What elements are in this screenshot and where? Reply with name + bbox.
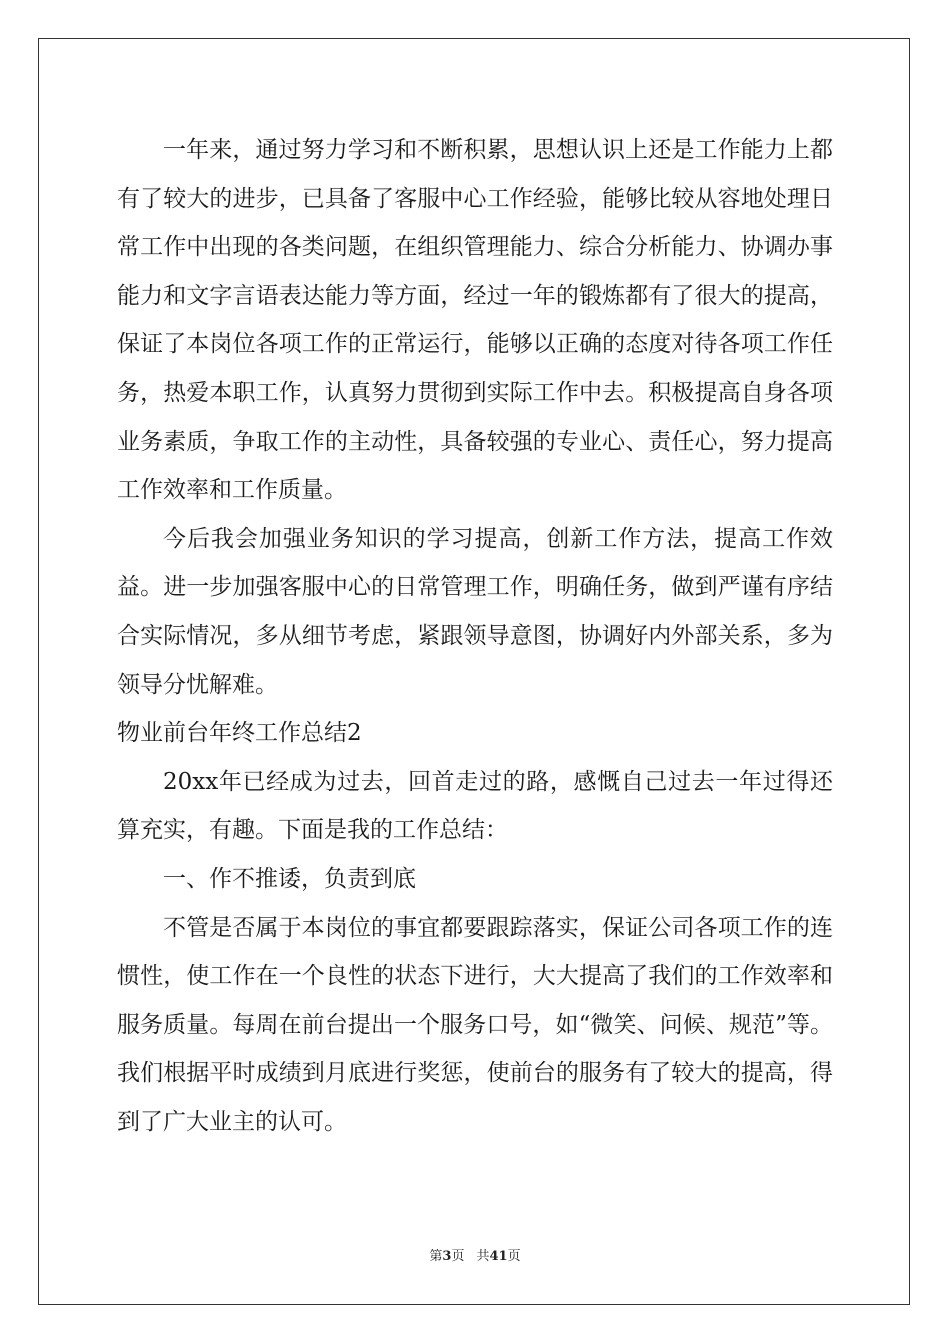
- total-pages: 41: [489, 1249, 508, 1264]
- section-intro: 20xx年已经成为过去，回首走过的路，感慨自己过去一年过得还算充实，有趣。下面是我的工作总结：: [117, 768, 833, 844]
- total-suffix: 页: [507, 1249, 521, 1264]
- page-footer: [0, 1245, 950, 1264]
- section-title: 物业前台年终工作总结2: [117, 720, 362, 747]
- page-suffix: 页: [451, 1249, 465, 1264]
- paragraph-1: 一年来，通过努力学习和不断积累，思想认识上还是工作能力上都有了较大的进步，已具备了客服中心工作经验，能够比较从容地处理日常工作中出现的各类问题，在组织管理能力、综合分析能力、协调办事能力和文字言语表达能力等方面，经过一年的锻炼都有了很大的提高，保证了本岗位各项工作的正常运行，能够以正确的态度对待各项工作任务，热爱本职工作，认真努力贯彻到实际工作中去。积极提高自身各项业务素质，争取工作的主动性，具备较强的专业心、责任心，努力提高工作效率和工作质量。: [117, 137, 833, 504]
- page-number: 3: [442, 1249, 452, 1264]
- section-body: 不管是否属于本岗位的事宜都要跟踪落实，保证公司各项工作的连惯性，使工作在一个良性的状态下进行，大大提高了我们的工作效率和服务质量。每周在前台提出一个服务口号，如“微笑、问候、规范”等。我们根据平时成绩到月底进行奖惩，使前台的服务有了较大的提高，得到了广大业主的认可。: [117, 914, 833, 1135]
- document-body: [117, 126, 833, 1146]
- page-prefix: 第: [429, 1249, 443, 1264]
- paragraph-2: 今后我会加强业务知识的学习提高，创新工作方法，提高工作效益。进一步加强客服中心的日常管理工作，明确任务，做到严谨有序结合实际情况，多从细节考虑，紧跟领导意图，协调好内外部关系，多为领导分忧解难。: [117, 525, 833, 698]
- total-prefix: 共: [476, 1249, 490, 1264]
- subheading: 一、作不推诿，负责到底: [163, 865, 416, 892]
